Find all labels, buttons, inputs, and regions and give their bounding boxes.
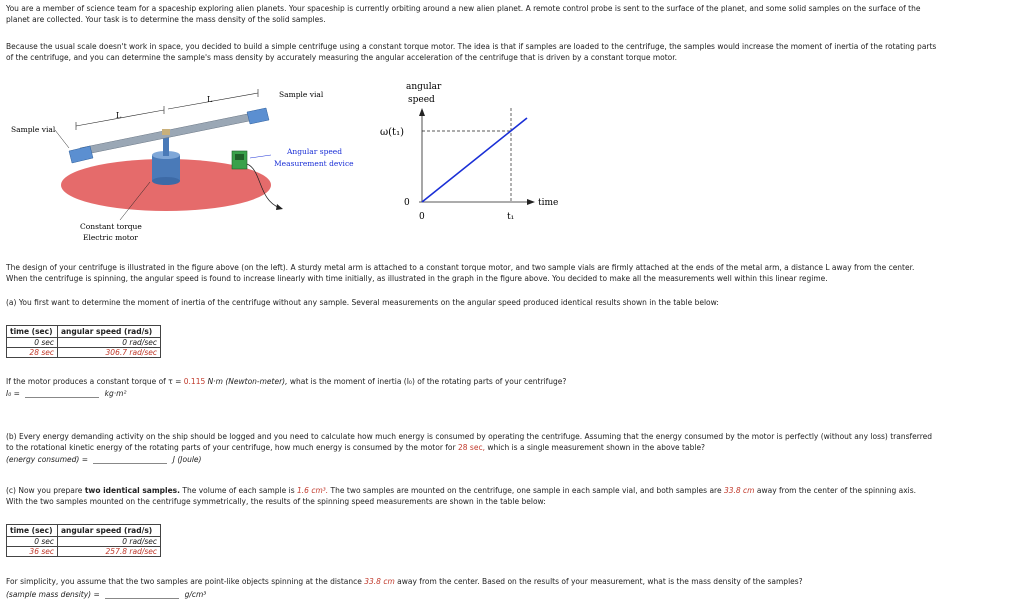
part-c-question: For simplicity, you assume that the two samples are point-like objects spinning at the distance 33.8 cm away from the center. Based on the results of your measurement, what is the mass density of the samples? bbox=[6, 577, 803, 586]
energy-consumed-input[interactable] bbox=[93, 454, 167, 464]
part-a-question: If the motor produces a constant torque of τ = 0.115 N·m (Newton-meter), what is the moment of inertia (I₀) of the rotating parts of your centrifuge? bbox=[6, 377, 567, 386]
graph-x-zero: 0 bbox=[419, 212, 425, 222]
sample-vial-right bbox=[247, 108, 269, 124]
moment-of-inertia-input[interactable] bbox=[25, 388, 99, 398]
table-row: 36 sec 257.8 rad/sec bbox=[7, 547, 161, 557]
label-motor-2: Electric motor bbox=[83, 233, 138, 242]
label-L-left: L bbox=[116, 111, 122, 120]
duration-value: 28 sec, bbox=[458, 443, 485, 452]
part-c-line-1: (c) Now you prepare two identical samples. The volume of each sample is 1.6 cm³. The two samples are mounted on the centrifuge, one sample in each sample vial, and both samples are 33.8 cm away from the center of the spinning axis. bbox=[6, 486, 917, 495]
label-sample-vial-right: Sample vial bbox=[279, 90, 324, 99]
sample-density-input[interactable] bbox=[105, 589, 179, 599]
intro-line-2: planet are collected. Your task is to determine the mass density of the solid samples. bbox=[6, 15, 326, 24]
torque-value: 0.115 bbox=[183, 377, 206, 386]
graph-y-tick: ω(t₁) bbox=[380, 127, 404, 138]
table-row: 0 sec 0 rad/sec bbox=[7, 338, 161, 348]
part-b-line-1: (b) Every energy demanding activity on the ship should be logged and you need to calculate how much energy is consumed by operating the centrifuge. Assuming that the energy consumed by the motor is perfectly (without any loss) transferred bbox=[6, 432, 932, 441]
label-L-right: L bbox=[207, 95, 213, 104]
sample-distance: 33.8 cm bbox=[723, 486, 755, 495]
part-b-answer: (energy consumed) = J (Joule) bbox=[6, 455, 202, 464]
motor-bottom bbox=[152, 177, 180, 185]
graph-ylabel-1: angular bbox=[406, 82, 442, 92]
table-header-time: time (sec) bbox=[7, 525, 58, 537]
sample-volume: 1.6 cm³. bbox=[297, 486, 329, 495]
metal-arm bbox=[80, 111, 264, 155]
label-sample-vial-left: Sample vial bbox=[11, 125, 56, 134]
table-header-speed: angular speed (rad/s) bbox=[58, 525, 161, 537]
table-header-speed: angular speed (rad/s) bbox=[58, 326, 161, 338]
graph-y-zero: 0 bbox=[404, 198, 410, 208]
angular-speed-graph bbox=[375, 78, 575, 228]
graph-ylabel-2: speed bbox=[408, 95, 435, 105]
part-c-table bbox=[6, 524, 161, 557]
label-angular-speed-1: Angular speed bbox=[287, 147, 343, 156]
table-header-time: time (sec) bbox=[7, 326, 58, 338]
design-line-1: The design of your centrifuge is illustrated in the figure above (on the left). A sturdy metal arm is attached to a constant torque motor, and two sample vials are firmly attached at the ends of the metal arm, a distance L away from the center. bbox=[6, 263, 915, 272]
part-b-line-2: to the rotational kinetic energy of the rotating parts of your centrifuge, how much energy is consumed by the motor for 28 sec, which is a single measurement shown in the above table? bbox=[6, 443, 706, 452]
graph-xlabel: time bbox=[538, 198, 559, 208]
intro-line-4: of the centrifuge, and you can determine the sample's mass density by accurately measuring the angular acceleration of the centrifuge that is driven by a constant torque motor. bbox=[6, 53, 678, 62]
centrifuge-figure bbox=[0, 78, 370, 248]
graph-x-tick: t₁ bbox=[507, 212, 515, 222]
table-row: 28 sec 306.7 rad/sec bbox=[7, 348, 161, 358]
design-line-2: When the centrifuge is spinning, the angular speed is found to increase linearly with time initially, as illustrated in the graph in the figure above. You decided to make all the measurements well within this linear regime. bbox=[6, 274, 828, 283]
intro-line-1: You are a member of science team for a spaceship exploring alien planets. Your spaceship is currently orbiting around a new alien planet. A remote control probe is sent to the surface of the planet, and some solid samples on the surface of the bbox=[6, 4, 921, 13]
arm-pivot bbox=[162, 129, 170, 135]
part-c-line-2: With the two samples mounted on the centrifuge symmetrically, the results of the spinning speed measurements are shown in the table below: bbox=[6, 497, 546, 506]
part-a-answer: I₀ = kg·m² bbox=[6, 389, 127, 398]
table-row: 0 sec 0 rad/sec bbox=[7, 537, 161, 547]
sample-vial-left bbox=[69, 146, 93, 163]
label-motor-1: Constant torque bbox=[80, 222, 142, 231]
part-a-intro: (a) You first want to determine the moment of inertia of the centrifuge without any sample. Several measurements on the angular speed produced identical results shown in the table below: bbox=[6, 298, 719, 307]
part-a-table bbox=[6, 325, 161, 358]
part-c-answer: (sample mass density) = g/cm³ bbox=[6, 590, 207, 599]
label-angular-speed-2: Measurement device bbox=[274, 159, 354, 168]
intro-line-3: Because the usual scale doesn't work in space, you decided to build a simple centrifuge using a constant torque motor. The idea is that if samples are loaded to the centrifuge, the samples would increase the moment of inertia of the rotating parts bbox=[6, 42, 937, 51]
